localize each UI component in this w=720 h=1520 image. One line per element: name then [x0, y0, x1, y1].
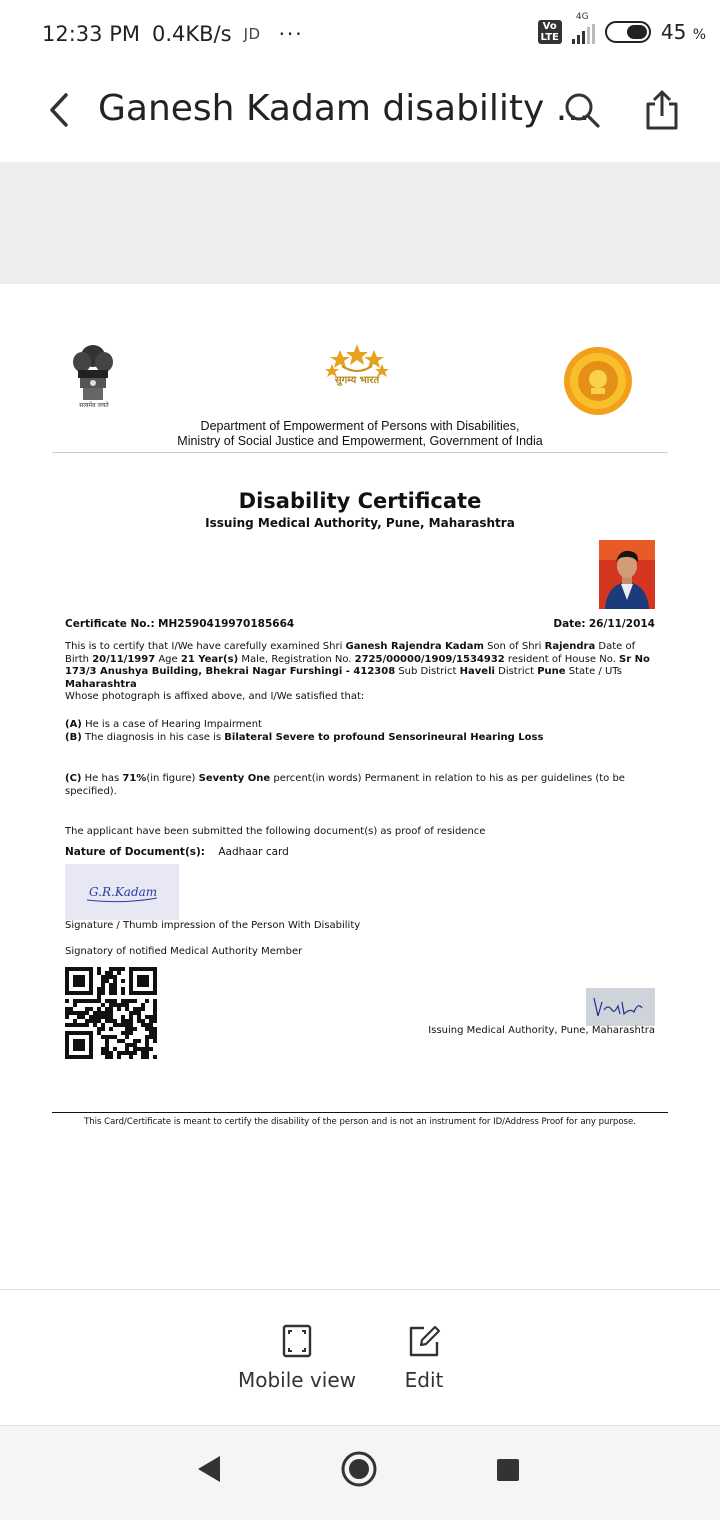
- authority-signature: [586, 988, 655, 1026]
- network-speed: 0.4KB/s: [151, 22, 232, 46]
- bottom-toolbar: [0, 1289, 720, 1425]
- residence-proof-text: The applicant have been submitted the following document(s) as proof of residence: [65, 826, 486, 837]
- app-bar: [0, 70, 720, 162]
- certificate-subtitle: Issuing Medical Authority, Pune, Maharashtra: [205, 516, 515, 530]
- mobile-view-label: Mobile view: [237, 1368, 357, 1392]
- chevron-left-icon: [42, 90, 78, 130]
- edit-icon: [408, 1324, 440, 1358]
- svg-text:G.R.Kadam: G.R.Kadam: [89, 885, 158, 899]
- signatory-text: Signatory of notified Medical Authority Member: [65, 946, 303, 957]
- share-button[interactable]: [642, 88, 682, 132]
- network-type: 4G: [575, 12, 589, 22]
- carrier-tag: JD: [243, 25, 261, 43]
- edit-label: Edit: [404, 1368, 444, 1392]
- applicant-signature: [65, 864, 179, 920]
- volte-icon: Vo LTE: [538, 20, 562, 44]
- navigation-bar: [0, 1425, 720, 1520]
- square-recents-icon: [496, 1458, 520, 1482]
- mobile-view-icon: [282, 1324, 312, 1358]
- emblem-caption: सत्यमेव जयते: [79, 402, 109, 409]
- edit-button[interactable]: [392, 1324, 456, 1392]
- disability-percent-section: (C) He has 71%(in figure) Seventy One percent(in words) Permanent in relation to his as per guidelines (to be specified).: [65, 773, 625, 797]
- disability-type-section: (A) He is a case of Hearing Impairment (B) The diagnosis in his case is Bilateral Severe to profound Sensorineural Hearing Loss: [65, 719, 544, 743]
- applicant-photo: [599, 540, 655, 609]
- mobile-view-button[interactable]: [232, 1324, 362, 1392]
- battery-percent: 45 %: [660, 20, 706, 44]
- certificate-date: Date: 26/11/2014: [553, 618, 655, 630]
- nav-back-button[interactable]: [196, 1454, 222, 1488]
- document-title: Ganesh Kadam disability ...: [98, 88, 591, 129]
- signature-caption: Signature / Thumb impression of the Person With Disability: [65, 920, 361, 931]
- circle-home-icon: [341, 1451, 377, 1487]
- nav-home-button[interactable]: [341, 1451, 377, 1491]
- nav-recents-button[interactable]: [496, 1458, 520, 1486]
- authority-caption: Issuing Medical Authority, Pune, Maharashtra: [428, 1025, 655, 1036]
- back-button[interactable]: [42, 90, 78, 130]
- search-button[interactable]: [562, 90, 602, 130]
- status-bar: [0, 0, 720, 70]
- department-heading: Department of Empowerment of Persons with Disabilities, Ministry of Social Justice and Empowerment, Government of India: [177, 419, 543, 448]
- viewer-gap: [0, 162, 720, 284]
- certificate-number-row: Certificate No.: MH2590419970185664 Date: 26/11/2014: [65, 618, 655, 630]
- share-icon: [642, 88, 682, 132]
- header-divider: [52, 452, 668, 453]
- certification-paragraph: This is to certify that I/We have carefully examined Shri Ganesh Rajendra Kadam Son of Shri Rajendra Date of Birth 20/11/1997 Age 21 Year(s) Male, Registration No. 2725/00000/1909/1534932 resident of House No. Sr No 173/3 Anushya Building, Bhekrai Nagar Furshingi - 412308 Sub District Haveli District Pune State / UTs Maharashtra Whose photograph is affixed above, and I/We satisfied that:: [65, 641, 650, 702]
- more-notifications-icon: ···: [278, 22, 304, 46]
- certificate-number: MH2590419970185664: [158, 618, 295, 630]
- national-emblem: [70, 342, 116, 414]
- triangle-back-icon: [196, 1454, 222, 1484]
- logo-text: सुगम्य भारत: [334, 375, 380, 386]
- nature-of-document: Nature of Document(s): Aadhaar card: [65, 846, 289, 858]
- signal-icon: [572, 12, 595, 44]
- certificate-title: Disability Certificate: [238, 489, 482, 513]
- search-icon: [562, 90, 602, 130]
- footer-note: This Card/Certificate is meant to certify the disability of the person and is not an instrument for ID/Address Proof for any purpose.: [84, 1117, 636, 1127]
- maharashtra-seal: [563, 346, 633, 416]
- status-time: 12:33 PM: [42, 22, 140, 46]
- battery-icon: [605, 21, 651, 43]
- document-page[interactable]: [0, 284, 720, 1289]
- footer-divider: [52, 1112, 668, 1113]
- qr-code: [65, 967, 157, 1059]
- accessible-india-logo: [322, 342, 392, 402]
